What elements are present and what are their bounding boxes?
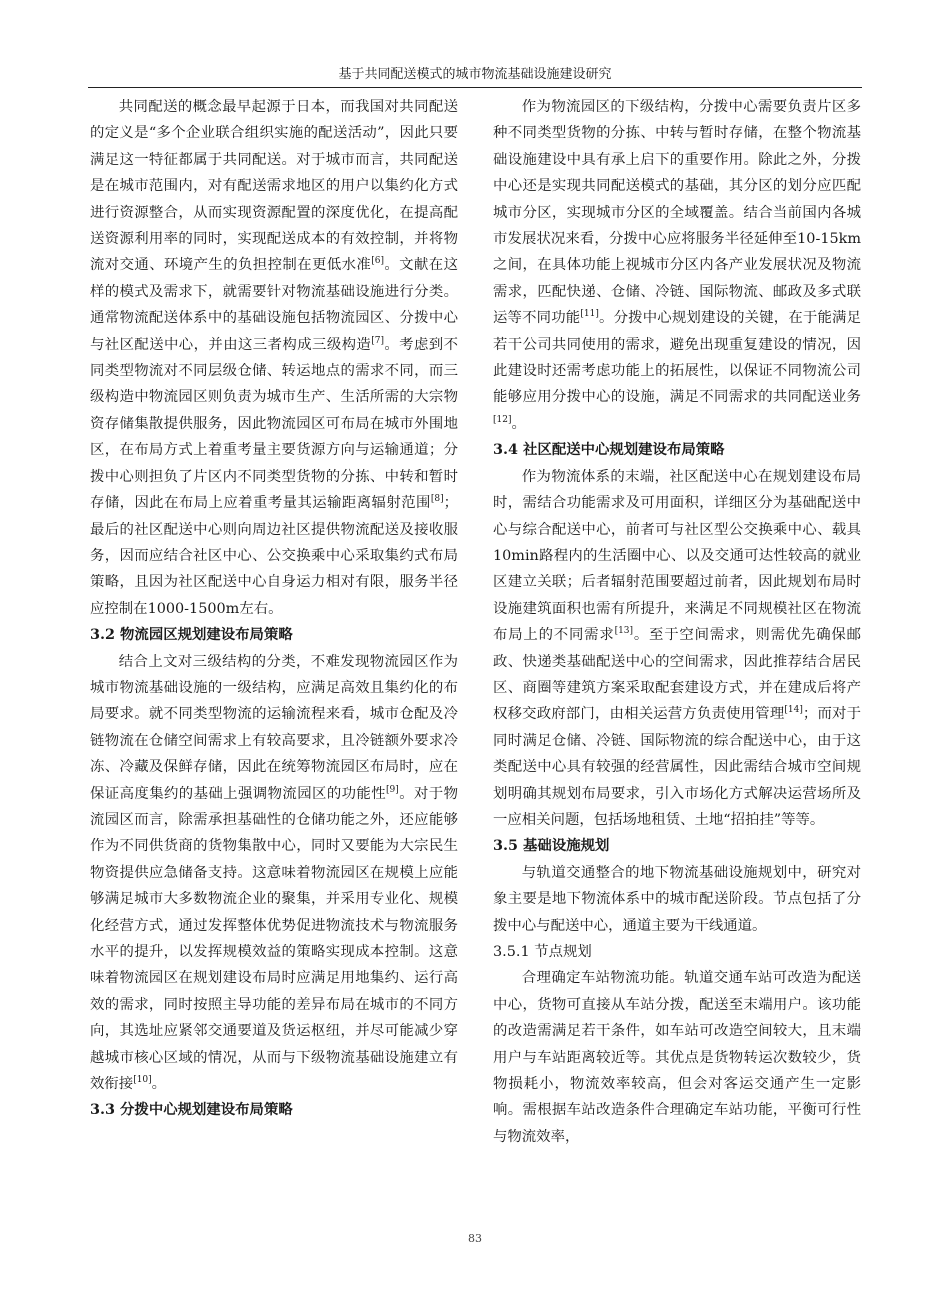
paragraph: 合理确定车站物流功能。轨道交通车站可改造为配送中心，货物可直接从车站分拨，配送至末端用户。该功能的改造需满足若干条件，如车站可改造空间较大，且末端用户与车站距离较近等。其优点是货物转运次数较少，货物损耗小，物流效率较高，但会对客运交通产生一定影响。需根据车站改造条件合理确定车站功能，平衡可行性与物流效率， [493, 970, 861, 1145]
citation[interactable]: [6] [371, 256, 384, 267]
right-column [493, 94, 861, 1150]
citation[interactable]: [12] [493, 415, 512, 426]
paragraph: 作为物流园区的下级结构，分拨中心需要负责片区多种不同类型货物的分拣、中转与暂时存储，在整个物流基础设施建设中具有承上启下的重要作用。除此之外，分拨中心还是实现共同配送模式的基础，其分区的划分应匹配城市分区，实现城市分区的全域覆盖。结合当前国内各城市发展状况来看，分拨中心应将服务半径延伸至10-15km之间，在具体功能上视城市分区内各产业发展状况及物流需求，匹配快递、仓储、冷链、国际物流、邮政及多式联运等不同功能[11]。分拨中心规划建设的关键，在于能满足若干公司共同使用的需求，避免出现重复建设的情况，因此建设时还需考虑功能上的拓展性，以保证不同物流公司能够应用分拨中心的设施，满足不同需求的共同配送业务[12]。 [493, 99, 861, 432]
citation[interactable]: [11] [580, 309, 599, 320]
page-number: 83 [468, 1232, 482, 1245]
citation[interactable]: [7] [371, 335, 384, 346]
paragraph: 作为物流体系的末端，社区配送中心在规划建设布局时，需结合功能需求及可用面积，详细区分为基础配送中心与综合配送中心，前者可与社区型公交换乘中心、载具10min路程内的生活圈中心、以及交通可达性较高的就业区建立关联；后者辐射范围要超过前者，因此规划布局时设施建筑面积也需有所提升，来满足不同规模社区在物流布局上的不同需求[13]。至于空间需求，则需优先确保邮政、快递类基础配送中心的空间需求，因此推荐结合居民区、商圈等建筑方案采取配套建设方式，并在建成后将产权移交政府部门，由相关运营方负责使用管理[14]；而对于同时满足仓储、冷链、国际物流的综合配送中心，由于这类配送中心具有较强的经营属性，因此需结合城市空间规划明确其规划布局要求，引入市场化方式解决运营场所及一应相关问题，包括场地租赁、土地“招拍挂”等等。 [493, 468, 861, 828]
left-column [90, 94, 458, 1124]
citation[interactable]: [13] [614, 626, 634, 637]
section-heading-3-4: 3.4 社区配送中心规划建设布局策略 [493, 441, 725, 459]
subsection-heading-3-5-1: 3.5.1 节点规划 [493, 944, 592, 960]
section-heading-3-5: 3.5 基础设施规划 [493, 837, 610, 855]
citation[interactable]: [9] [386, 784, 399, 795]
paragraph: 与轨道交通整合的地下物流基础设施规划中，研究对象主要是地下物流体系中的城市配送阶段。节点包括了分拨中心与配送中心，通道主要为干线通道。 [493, 864, 861, 934]
section-heading-3-2: 3.2 物流园区规划建设布局策略 [90, 626, 293, 644]
citation[interactable]: [14] [784, 705, 803, 716]
paragraph: 共同配送的概念最早起源于日本，而我国对共同配送的定义是“多个企业联合组织实施的配送活动”，因此只要满足这一特征都属于共同配送。对于城市而言，共同配送是在城市范围内，对有配送需求地区的用户以集约化方式进行资源整合，从而实现资源配置的深度优化，在提高配送资源利用率的同时，实现配送成本的有效控制，并将物流对交通、环境产生的负担控制在更低水准[6]。文献在这样的模式及需求下，就需要针对物流基础设施进行分类。通常物流配送体系中的基础设施包括物流园区、分拨中心与社区配送中心，并由这三者构成三级构造[7]。考虑到不同类型物流对不同层级仓储、转运地点的需求不同，而三级构造中物流园区则负责为城市生产、生活所需的大宗物资存储集散提供服务，因此物流园区可布局在城市外围地区，在布局方式上着重考量主要货源方向与运输通道；分拨中心则担负了片区内不同类型货物的分拣、中转和暂时存储，因此在布局上应着重考量其运输距离辐射范围[8]；最后的社区配送中心则向周边社区提供物流配送及接收服务，因而应结合社区中心、公交换乘中心采取集约式布局策略，且因为社区配送中心自身运力相对有限，服务半径应控制在1000-1500m左右。 [90, 99, 458, 617]
paragraph: 结合上文对三级结构的分类，不难发现物流园区作为城市物流基础设施的一级结构，应满足高效且集约化的布局要求。就不同类型物流的运输流程来看，城市仓配及冷链物流在仓储空间需求上有较高要求，且冷链额外要求冷冻、冷藏及保鲜存储，因此在统筹物流园区布局时，应在保证高度集约的基础上强调物流园区的功能性[9]。对于物流园区而言，除需承担基础性的仓储功能之外，还应能够作为不同供货商的货物集散中心，同时又要能为大宗民生物资提供应急储备支持。这意味着物流园区在规模上应能够满足城市大多数物流企业的聚集，并采用专业化、规模化经营方式，通过发挥整体优势促进物流技术与物流服务水平的提升，以发挥规模效益的策略实现成本控制。这意味着物流园区在规划建设布局时应满足用地集约、运行高效的需求，同时按照主导功能的差异布局在城市的不同方向，其选址应紧邻交通要道及货运枢纽，并尽可能减少穿越城市核心区域的情况，从而与下级物流基础设施建立有效衔接[10]。 [90, 653, 458, 1093]
section-heading-3-3: 3.3 分拨中心规划建设布局策略 [90, 1101, 293, 1119]
running-header: 基于共同配送模式的城市物流基础设施建设研究 [88, 66, 862, 88]
citation[interactable]: [8] [430, 494, 444, 505]
citation[interactable]: [10] [133, 1075, 152, 1086]
